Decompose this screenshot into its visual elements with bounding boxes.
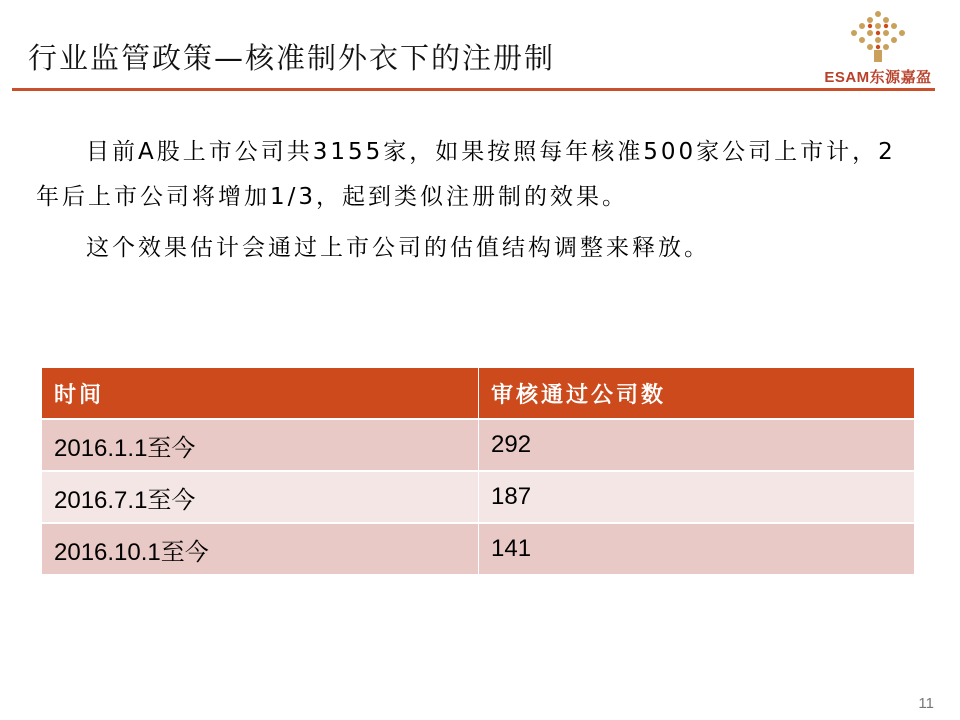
logo-emblem-icon <box>818 6 938 66</box>
cell-time: 2016.10.1至今 <box>42 523 479 574</box>
table-header-row <box>42 368 915 419</box>
cell-time: 2016.1.1至今 <box>42 419 479 471</box>
cell-time: 2016.7.1至今 <box>42 471 479 523</box>
table-row <box>42 471 915 523</box>
logo-text: ESAM东源嘉盈 <box>824 69 932 86</box>
paragraph-2: 这个效果估计会通过上市公司的估值结构调整来释放。 <box>86 235 710 261</box>
body-text <box>36 130 916 271</box>
slide-title: 行业监管政策—核准制外衣下的注册制 <box>28 41 556 75</box>
page-number: 11 <box>918 695 934 712</box>
cell-count: 292 <box>479 419 915 471</box>
header-time: 时间 <box>42 368 479 419</box>
header-approved-count: 审核通过公司数 <box>479 368 915 419</box>
cell-count: 141 <box>479 523 915 574</box>
paragraph-1: 目前A股上市公司共3155家，如果按照每年核准500家公司上市计，2年后上市公司将增加1/3，起到类似注册制的效果。 <box>36 139 896 210</box>
table-row <box>42 419 915 471</box>
cell-count: 187 <box>479 471 915 523</box>
company-logo <box>818 6 938 86</box>
approval-table <box>42 368 915 574</box>
table-row <box>42 523 915 574</box>
title-divider <box>12 88 935 91</box>
